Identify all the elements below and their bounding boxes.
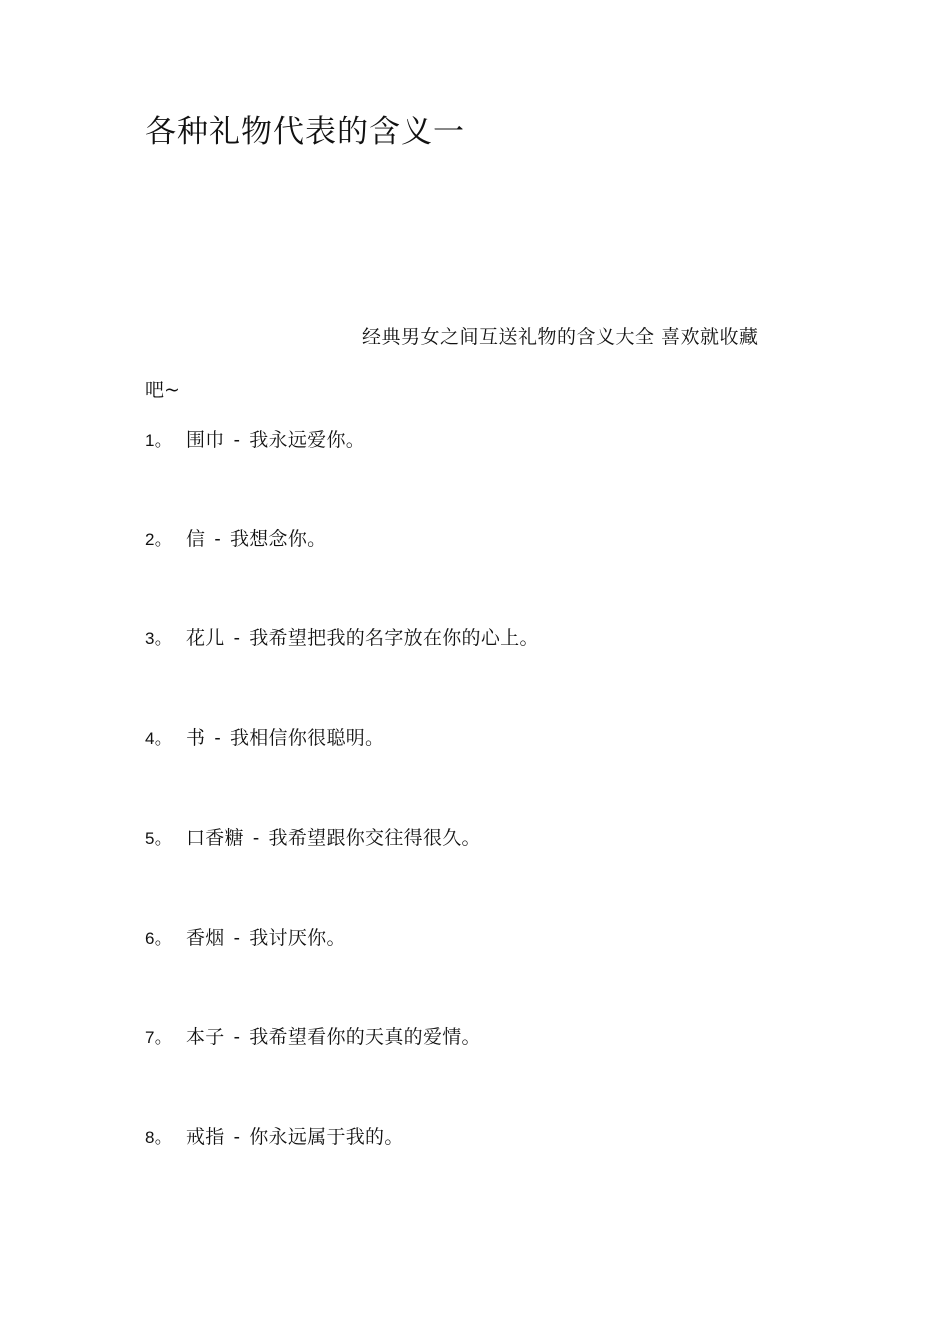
gift-meaning: 你永远属于我的。: [249, 1126, 404, 1148]
gift-meaning: 我想念你。: [229, 528, 327, 550]
gift-meaning: 我希望把我的名字放在你的心上。: [249, 627, 539, 649]
document-title: 各种礼物代表的含义一: [145, 114, 465, 150]
item-number: 7。: [145, 1028, 173, 1047]
gift-name: 本子: [186, 1026, 225, 1048]
item-number: 4。: [145, 729, 173, 748]
gift-name: 书: [186, 727, 206, 749]
item-number: 6。: [145, 929, 173, 948]
gift-name: 戒指: [186, 1126, 225, 1148]
item-separator: -: [233, 628, 241, 649]
list-item: [145, 524, 326, 551]
gift-meaning: 我希望跟你交往得很久。: [268, 827, 481, 849]
item-number: 3。: [145, 629, 173, 648]
list-item: [145, 823, 481, 850]
item-separator: -: [252, 828, 260, 849]
item-separator: -: [233, 430, 241, 451]
item-number: 1。: [145, 431, 173, 450]
gift-name: 信: [186, 528, 206, 550]
gift-meaning: 我讨厌你。: [249, 927, 346, 949]
item-number: 2。: [145, 530, 173, 549]
gift-meaning: 我相信你很聪明。: [229, 727, 385, 749]
item-separator: -: [214, 529, 221, 550]
gift-name: 花儿: [186, 627, 225, 649]
list-item: [145, 425, 365, 452]
item-number: 8。: [145, 1128, 173, 1147]
gift-name: 围巾: [186, 429, 225, 451]
item-separator: -: [233, 1127, 241, 1148]
list-item: [145, 923, 346, 950]
list-item: [145, 723, 384, 750]
gift-name: 口香糖: [186, 827, 244, 849]
intro-text-continued: 吧~: [145, 379, 180, 401]
item-separator: -: [233, 928, 241, 949]
list-item: [145, 1022, 481, 1049]
gift-name: 香烟: [186, 927, 225, 949]
item-number: 5。: [145, 829, 173, 848]
item-separator: -: [214, 728, 221, 749]
intro-text: 经典男女之间互送礼物的含义大全 喜欢就收藏: [362, 326, 759, 348]
list-item: [145, 623, 539, 650]
gift-meaning: 我希望看你的天真的爱情。: [249, 1026, 481, 1048]
list-item: [145, 1122, 404, 1149]
gift-meaning: 我永远爱你。: [249, 429, 366, 451]
item-separator: -: [233, 1027, 241, 1048]
